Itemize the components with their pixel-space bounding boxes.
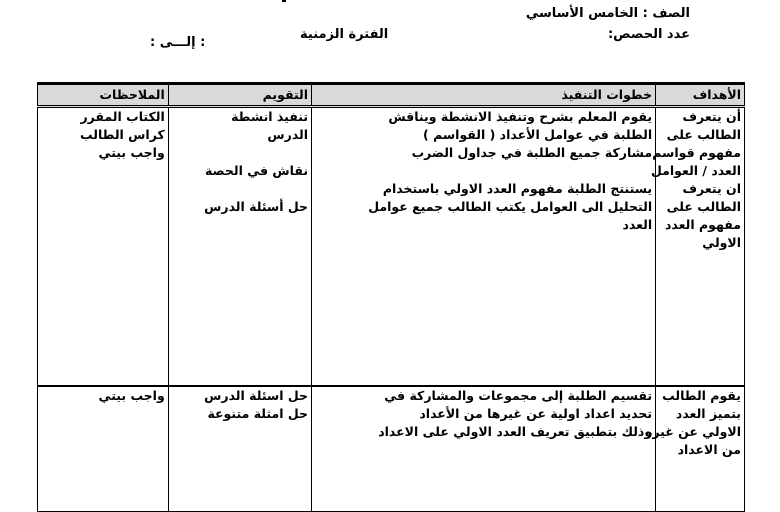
notes-line: الكتاب المقرر — [80, 109, 165, 124]
step-line: العدد — [622, 217, 653, 232]
table-row — [38, 107, 745, 387]
notes-line: كراس الطالب — [80, 127, 165, 142]
step-line: تقسيم الطلبة إلى مجموعات والمشاركة في — [384, 388, 653, 403]
steps-cell — [312, 386, 656, 512]
spacer — [172, 180, 308, 198]
objective-line: الطالب على — [666, 127, 741, 142]
header-mark — [282, 0, 286, 2]
step-line: تحديد اعداد اولية عن غيرها من الأعداد — [419, 406, 653, 421]
objectives-cell — [645, 386, 745, 512]
objective-line: ان يتعرف — [682, 181, 741, 196]
table-header-row — [38, 84, 745, 107]
steps-cell — [312, 107, 656, 387]
objective-line: العدد / العوامل — [651, 163, 741, 178]
spacer — [172, 144, 308, 162]
step-line: مشاركة جميع الطلبة في جداول الضرب — [411, 145, 653, 160]
objective-line: بتميز العدد — [675, 406, 741, 421]
objective-line: مفهوم قواسم — [652, 145, 741, 160]
step-line: يستنتج الطلبة مفهوم العدد الاولي باستخدام — [382, 181, 653, 196]
notes-line: واجب بيتي — [98, 388, 165, 403]
objective-line: الاولي عن غيره — [645, 424, 741, 439]
evaluation-line: نقاش في الحصة — [204, 163, 309, 178]
periods-count-label: عدد الحصص: — [607, 27, 690, 42]
step-line: يقوم المعلم بشرح وتنفيذ الانشطة ويناقش — [388, 109, 653, 124]
step-line: التحليل الى العوامل يكتب الطالب جميع عوامل — [368, 199, 653, 214]
step-line: الطلبة في عوامل الأعداد ( القواسم ) — [423, 127, 653, 142]
spacer — [315, 162, 652, 180]
objective-line: يقوم الطالب — [662, 388, 741, 403]
objective-line: الاولي — [702, 235, 741, 250]
col-header-objectives: الأهداف — [656, 84, 745, 107]
evaluation-line: حل أسئلة الدرس — [204, 199, 309, 214]
col-header-notes: الملاحظات — [38, 84, 169, 107]
notes-line: واجب بيتي — [98, 145, 165, 160]
to-label: : إلـــى : — [150, 35, 206, 50]
evaluation-line: حل امثلة متنوعة — [207, 406, 309, 421]
objective-line: من الاعداد — [677, 442, 741, 457]
step-line: وذلك بتطبيق تعريف العدد الاولي على الاعداد — [378, 424, 653, 439]
evaluation-line: حل اسئلة الدرس — [204, 388, 309, 403]
col-header-evaluation: التقويم — [168, 84, 311, 107]
objective-line: مفهوم العدد — [664, 217, 741, 232]
col-header-steps: خطوات التنفيذ — [312, 84, 656, 107]
evaluation-line: الدرس — [267, 127, 309, 142]
objective-line: الطالب على — [666, 199, 741, 214]
lesson-plan-table — [37, 82, 745, 512]
table-row — [38, 386, 745, 512]
objectives-cell — [651, 107, 745, 387]
notes-cell — [38, 107, 169, 387]
grade-label: الصف : الخامس الأساسي — [525, 6, 690, 21]
evaluation-line: تنفيذ انشطة — [231, 109, 309, 124]
evaluation-cell — [168, 107, 311, 387]
time-period-label: الفترة الزمنية — [300, 27, 389, 42]
evaluation-cell — [168, 386, 311, 512]
notes-cell — [38, 386, 169, 512]
objective-line: أن يتعرف — [682, 109, 741, 124]
